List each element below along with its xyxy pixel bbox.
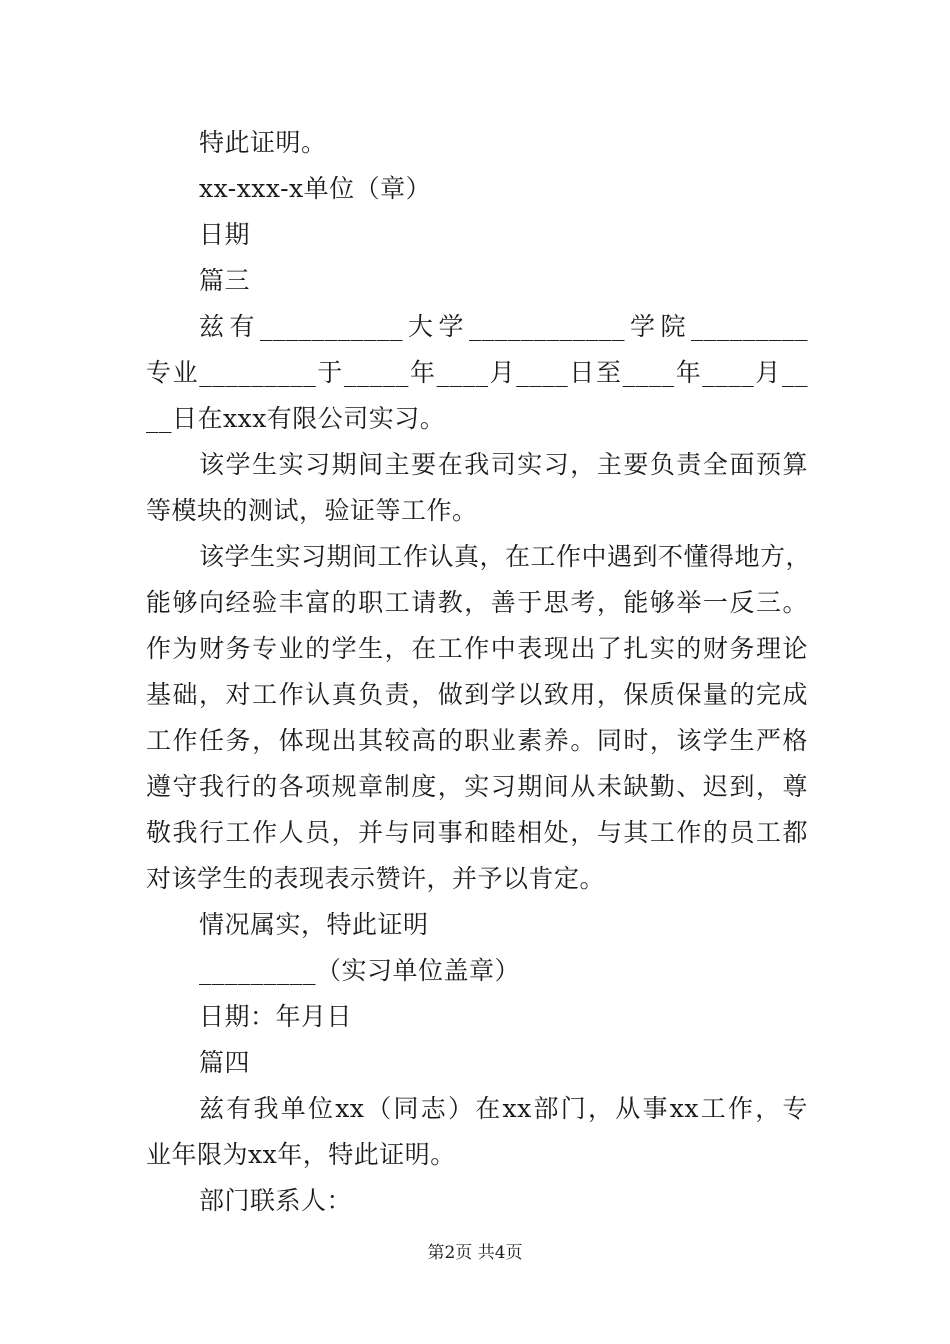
body-line: 对该学生的表现表示赞许，并予以肯定。 <box>146 864 606 893</box>
body-line: 兹有我单位xx（同志）在xx部门，从事xx工作，专 <box>199 1094 808 1123</box>
issuer-stamp-line: xx-xxx-x单位（章） <box>199 174 432 203</box>
body-line: 工作任务，体现出其较高的职业素养。同时，该学生严格 <box>146 726 808 755</box>
body-line: 兹有___________大学____________学院_________ <box>199 312 808 341</box>
page-number-footer: 第2页 共4页 <box>427 1243 523 1263</box>
section-heading: 篇四 <box>199 1048 251 1077</box>
body-line: 遵守我行的各项规章制度，实习期间从未缺勤、迟到，尊 <box>146 772 808 801</box>
date-line: 日期 <box>199 220 251 249</box>
body-line: 业年限为xx年，特此证明。 <box>146 1140 456 1169</box>
body-line: 该学生实习期间工作认真，在工作中遇到不懂得地方， <box>199 542 812 571</box>
body-line: __日在xxx有限公司实习。 <box>146 404 446 433</box>
date-line: 日期：年月日 <box>199 1002 353 1031</box>
body-line: 等模块的测试，验证等工作。 <box>146 496 478 525</box>
body-line: 敬我行工作人员，并与同事和睦相处，与其工作的员工都 <box>146 818 808 847</box>
closing-line: 特此证明。 <box>199 128 327 157</box>
closing-line: 情况属实，特此证明 <box>199 910 429 939</box>
body-line: 能够向经验丰富的职工请教，善于思考，能够举一反三。 <box>146 588 808 617</box>
stamp-line: _________（实习单位盖章） <box>199 956 521 985</box>
section-heading: 篇三 <box>199 266 251 295</box>
contact-line: 部门联系人： <box>199 1186 353 1215</box>
body-line: 专业_________于_____年____月____日至____年____月__ <box>146 358 808 387</box>
body-line: 该学生实习期间主要在我司实习，主要负责全面预算 <box>199 450 808 479</box>
body-line: 基础，对工作认真负责，做到学以致用，保质保量的完成 <box>146 680 808 709</box>
body-line: 作为财务专业的学生，在工作中表现出了扎实的财务理论 <box>146 634 808 663</box>
